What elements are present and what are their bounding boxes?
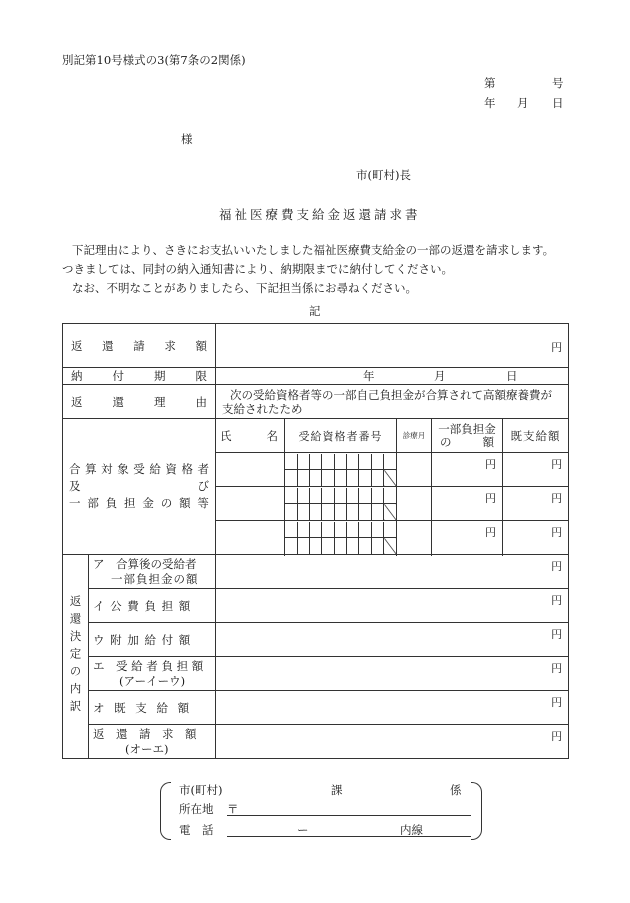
item-e-label [89,657,216,691]
yen-unit: 円 [485,526,496,539]
person-3-jukyu-number[interactable] [285,521,397,555]
char: 還 [102,338,114,353]
item-a-line1: ア 合算後の受給者 [93,556,197,571]
person-1-shinryo[interactable] [397,453,432,487]
yen-unit: 円 [551,628,563,641]
char: 資 [165,462,177,476]
contact-ka: 課 [331,783,343,797]
document-title: 福祉医療費支給金返還請求書 [219,207,421,222]
contact-box [160,782,482,840]
contact-city: 市(町村) [179,783,223,797]
item-u-field[interactable] [216,623,569,657]
number-dai: 第 [484,76,496,90]
item-a-label [89,555,216,589]
person-1-jukyu-number[interactable] [285,453,397,487]
item-o-field[interactable] [216,691,569,725]
contact-kakari: 係 [450,783,462,797]
col-header-ichibu-futankin [432,419,503,453]
col-header-shinryo-month: 診療月 [397,419,432,453]
char: 還 [112,394,124,409]
label-henkan-riyu [63,385,216,419]
date-tsuki: 月 [517,96,529,110]
contact-postal-mark: 〒 [227,802,239,816]
char: 納 [71,369,83,383]
col-header-jukyu-number: 受給資格者番号 [285,419,397,453]
char: 求 [164,338,176,353]
yen-unit: 円 [551,458,563,471]
person-3-kishikyu[interactable] [503,521,569,555]
char: 返 [71,394,83,409]
char: 限 [195,369,207,383]
addressee-sama: 様 [181,132,193,146]
char: 期 [154,369,166,383]
field-henkan-riyu [216,385,569,419]
contact-dash: ー [297,823,309,837]
bracket-left [160,782,171,840]
number-go: 号 [552,76,564,90]
char: 額 [195,338,207,353]
person-3-shinryo[interactable] [397,521,432,555]
char: 部 [87,496,99,510]
kigen-hi: 日 [506,369,518,383]
contact-shozaichi-label: 所在地 [179,802,214,816]
char: 氏 [220,428,232,443]
riyu-text-2: 支給されたため [222,401,303,416]
digit-grid [285,454,396,486]
kigen-nen: 年 [363,369,375,383]
yen-unit: 円 [551,662,563,675]
yen-unit: 円 [485,492,496,505]
issuer: 市(町村)長 [356,168,411,182]
char: 者 [197,462,209,476]
item-a-field[interactable] [216,555,569,589]
item-e-line1: エ 受 給 者 負 担 額 [93,658,204,673]
kettei-vertical-text: 返還決定の内訳 [68,595,83,718]
yen-unit: 円 [551,492,563,505]
col-header-kishikyu: 既支給額 [503,419,569,453]
item-a-line2: 一部負担金の額 [111,571,199,586]
item-e-field[interactable] [216,657,569,691]
label-kettei-vertical [63,555,89,759]
item-i-field[interactable] [216,589,569,623]
contact-naisen: 内線 [400,823,423,837]
char: 金 [142,496,154,510]
char: 一 [69,496,81,510]
col-ichibu-line1: 一部負担金 [438,421,496,436]
person-2-ichibu[interactable] [432,487,503,521]
denwa-underline[interactable] [227,836,471,837]
yen-unit: 円 [485,458,496,471]
digit-grid [285,522,396,554]
field-henkan-seikyu-gaku[interactable] [216,324,569,368]
char: 給 [149,462,161,476]
person-3-name[interactable] [216,521,285,555]
yen-unit: 円 [551,594,563,607]
char: 返 [71,338,83,353]
person-2-shinryo[interactable] [397,487,432,521]
char: 合 [69,462,81,476]
yen-unit: 円 [551,341,563,354]
item-e-line2: (アーイーウ) [119,673,186,688]
ki-label: 記 [309,304,321,318]
person-2-jukyu-number[interactable] [285,487,397,521]
char: び [197,479,209,493]
yen-unit: 円 [551,526,563,539]
char: 算 [85,462,97,476]
char: 及 [69,479,81,493]
body-line-1: 下記理由により、さきにお支払いいたしました福祉医療費支給金の一部の返還を請求します。 [72,243,555,257]
date-hi: 日 [552,96,564,110]
char: 額 [179,496,191,510]
item-u-label: ウ 附 加 給 付 額 [89,623,216,657]
char: 担 [124,496,136,510]
person-1-name[interactable] [216,453,285,487]
char: の [160,496,173,510]
label-nofu-kigen [63,368,216,385]
char: 負 [105,496,118,510]
char: 等 [197,496,209,510]
kigen-tsuki: 月 [434,369,446,383]
item-i-label: イ 公 費 負 担 額 [89,589,216,623]
char: 理 [154,394,166,409]
char: 受 [133,462,145,476]
char: 格 [181,462,193,476]
person-1-kishikyu[interactable] [503,453,569,487]
char: 由 [195,394,207,409]
yen-unit: 円 [551,560,563,573]
date-nen: 年 [484,96,496,110]
label-henkan-seikyu-gaku [63,324,216,368]
item-o-label: オ 既 支 給 額 [89,691,216,725]
item-henkan-line1: 返 還 請 求 額 [93,726,197,741]
char: の [440,434,452,449]
bracket-right [471,782,482,840]
label-gassan-group [63,419,216,555]
item-henkan-field[interactable] [216,725,569,759]
char: 付 [112,369,124,383]
yen-unit: 円 [551,696,563,709]
body-line-3: なお、不明なことがありましたら、下記担当係にお尋ねください。 [72,281,417,295]
person-1-ichibu[interactable] [432,453,503,487]
col-header-shimei [216,419,285,453]
item-henkan-label [89,725,216,759]
person-2-kishikyu[interactable] [503,487,569,521]
form-label: 別記第10号様式の3(第7条の2関係) [62,53,246,67]
yen-unit: 円 [551,730,563,743]
contact-denwa-label: 電 話 [179,823,214,837]
char: 名 [266,428,278,443]
riyu-text-1: 次の受給資格者等の一部自己負担金が合算されて高額療養費が [230,387,552,402]
main-table [62,323,569,759]
char: 請 [133,338,145,353]
field-nofu-kigen[interactable] [216,368,569,385]
item-henkan-line2: (オーエ) [125,741,169,756]
char: 額 [482,434,494,449]
char: 象 [117,462,129,476]
digit-grid [285,488,396,520]
person-2-name[interactable] [216,487,285,521]
body-line-2: つきましては、同封の納入通知書により、納期限までに納付してください。 [62,262,453,276]
shozaichi-underline[interactable] [227,815,471,816]
person-3-ichibu[interactable] [432,521,503,555]
char: 対 [101,462,113,476]
